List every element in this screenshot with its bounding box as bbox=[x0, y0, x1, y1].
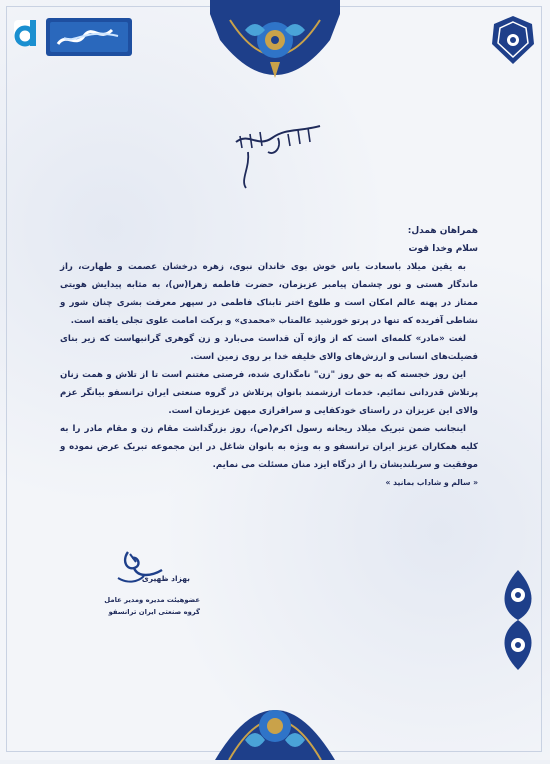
iran-transfo-logo-icon bbox=[14, 14, 134, 64]
emblem-logo-icon bbox=[488, 14, 538, 66]
paragraph-2: لغت «مادر» کلمه‌ای است که از واژه آن قداست می‌بارد و زن گوهری گرانبهاست که زیر بنای فضیلت‌های انسانی و ارزش‌های والای خلیفه خدا بر روی زمین است. bbox=[60, 334, 478, 362]
closing-line: « سالم و شاداب بمانید » bbox=[385, 478, 478, 487]
floral-ornament-icon bbox=[210, 0, 340, 96]
floral-ornament-icon bbox=[205, 670, 345, 760]
paragraph-4: اینجانب ضمن تبریک میلاد ریحانه رسول اکرم(ص)، روز بزرگداشت مقام زن و مقام مادر را به کلیه همکاران عزیز ایران ترانسفو و به ویژه به بانوان شاغل در این مجموعه تبریک عرض نموده و موفقیت و سربلندیشان را از درگاه ایزد منان مسئلت می نمایم. bbox=[60, 424, 478, 470]
signatory-name: بهزاد ظهیری bbox=[141, 574, 190, 583]
arabesque-ornament-icon bbox=[496, 570, 540, 670]
paragraph-3: این روز خجسته که به حق روز "زن" نامگذاری شده، فرصتی مغتنم است تا از تلاش و همت زنان پرتلاش قدردانی نمائیم. خدمات ارزشمند بانوان پرتلاش در گروه صنعتی ایران ترانسفو بیانگر عزم والای این عزیزان در راستای خودکفایی و سرافرازی میهن عزیزمان است. bbox=[60, 370, 478, 416]
greeting-line-1: همراهان همدل: bbox=[407, 226, 478, 236]
signatory-title: عضوهیئت مدیره ومدیر عامل bbox=[104, 596, 200, 604]
letter-body bbox=[60, 222, 478, 492]
signature-block bbox=[80, 548, 210, 628]
paragraph-1: به یقین میلاد باسعادت یاس خوش بوی خاندان نبوی، زهره درخشان عصمت و طهارت، راز ماندگار هستی و نور چشمان پیامبر عزیزمان، حضرت فاطمه زهرا(س)، به مثابه پیدایش هویتی ممتاز در پهنه عالم امکان است و طلوع اختر تابناک فاطمی در سپهر معرفت بشری چنان شور و نشاطی آفریده که تنها در پرتو خورشید عالمتاب «محمدی» و برکت امامت علوی تجلی یافته است. bbox=[60, 262, 478, 326]
signatory-organization: گروه صنعتی ایران ترانسفو bbox=[108, 608, 200, 616]
basmala-calligraphy bbox=[228, 112, 328, 192]
greeting-line-2: سلام وخدا قوت bbox=[408, 244, 478, 254]
